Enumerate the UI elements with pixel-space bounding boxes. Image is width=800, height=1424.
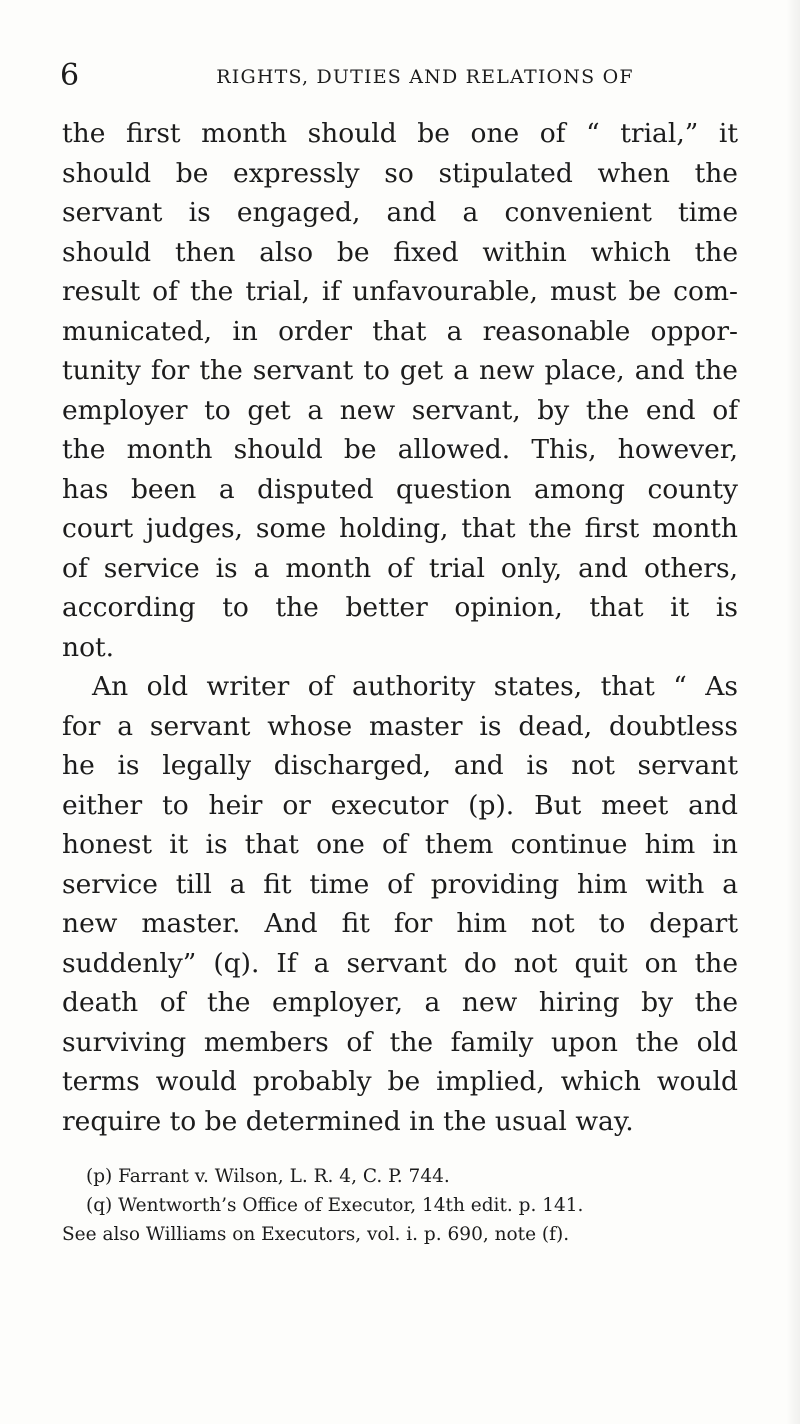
text-line: should then also be fixed within which the — [62, 236, 738, 268]
text-line: result of the trial, if unfavourable, must be com- — [62, 276, 738, 307]
page-edge-shadow — [786, 0, 800, 1424]
text-line: surviving members of the family upon the old — [62, 1026, 738, 1058]
text-line: should be expressly so stipulated when the — [62, 157, 738, 189]
text-line: municated, in order that a reasonable oppor- — [62, 315, 738, 347]
text-line: the first month should be one of “ trial,” it — [62, 118, 738, 149]
paragraph-1 — [62, 114, 738, 667]
text-line: employer to get a new servant, by the end of — [62, 394, 738, 426]
text-line: require to be determined in the usual way. — [62, 1105, 634, 1137]
text-line: honest it is that one of them continue him in — [62, 829, 738, 860]
text-line: death of the employer, a new hiring by the — [62, 987, 738, 1018]
text-line: service till a fit time of providing him with a — [62, 868, 738, 900]
text-line: he is legally discharged, and is not servant — [62, 750, 738, 781]
page-header — [60, 58, 740, 94]
footnotes — [62, 1162, 738, 1249]
text-line: terms would probably be implied, which would — [62, 1066, 738, 1097]
text-line: the month should be allowed. This, however, — [62, 434, 738, 465]
body-text — [62, 114, 738, 1141]
text-line: has been a disputed question among county — [62, 473, 738, 505]
text-line: An old writer of authority states, that “ As — [92, 671, 738, 702]
footnote-q-continued: See also Williams on Executors, vol. i. p. 690, note (f). — [62, 1224, 570, 1245]
footnote-p: (p) Farrant v. Wilson, L. R. 4, C. P. 744. — [86, 1166, 450, 1187]
text-line: court judges, some holding, that the first month — [62, 513, 738, 544]
paragraph-2 — [62, 667, 738, 1141]
footnote-q: (q) Wentworth’s Office of Executor, 14th edit. p. 141. — [86, 1195, 584, 1216]
running-head: RIGHTS, DUTIES AND RELATIONS OF — [216, 66, 634, 88]
text-line: either to heir or executor (p). But meet and — [62, 789, 738, 821]
text-line: servant is engaged, and a convenient time — [62, 197, 738, 228]
text-line: new master. And fit for him not to depart — [62, 908, 738, 939]
page-number: 6 — [60, 58, 80, 93]
text-line: according to the better opinion, that it is — [62, 592, 738, 623]
text-line: of service is a month of trial only, and others, — [62, 552, 738, 584]
text-line: not. — [62, 631, 115, 663]
text-line: suddenly” (q). If a servant do not quit on the — [62, 947, 738, 979]
text-line: for a servant whose master is dead, doubtless — [62, 710, 738, 742]
text-line: tunity for the servant to get a new place, and the — [62, 355, 738, 386]
